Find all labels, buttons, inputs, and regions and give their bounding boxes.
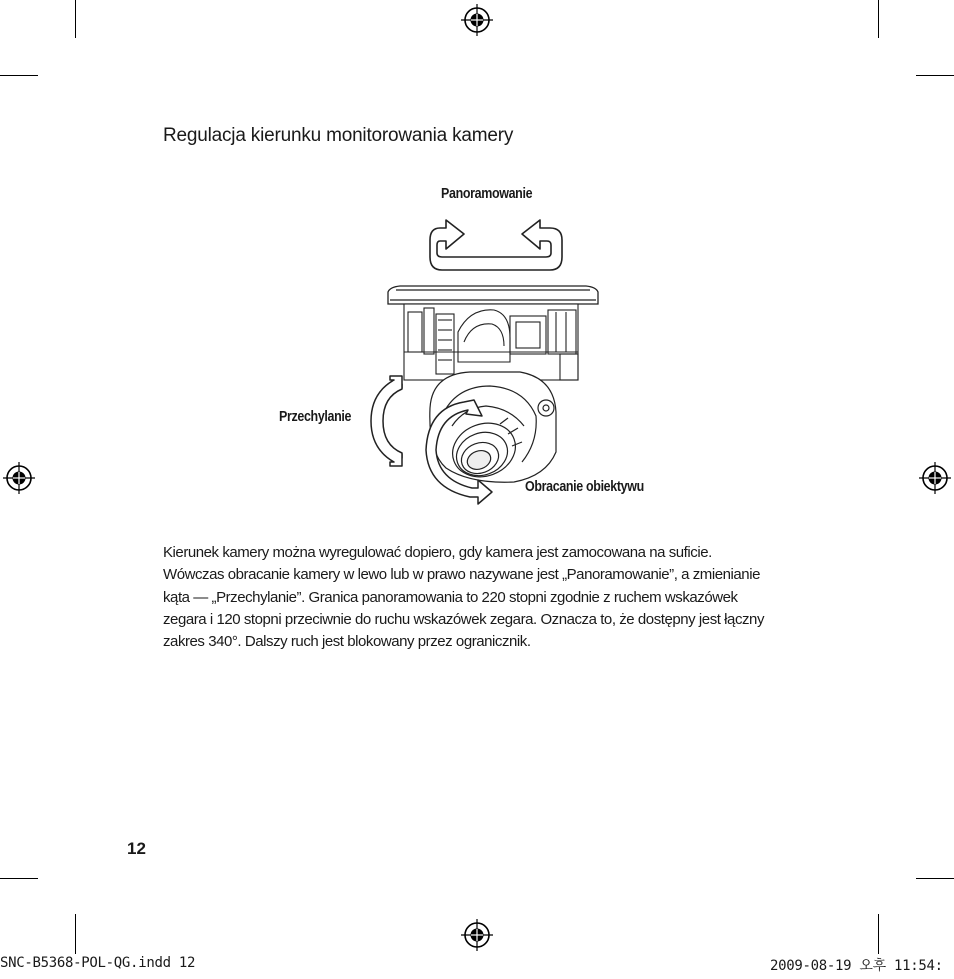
body-line-5: zakres 340°. Dalszy ruch jest blokowany przez ogranicznik. bbox=[163, 633, 531, 651]
rotate-label: Obracanie obiektywu bbox=[525, 479, 644, 495]
page-number: 12 bbox=[127, 839, 146, 858]
pan-arrow-icon bbox=[430, 220, 562, 270]
tilt-label: Przechylanie bbox=[279, 409, 352, 425]
body-paragraph bbox=[163, 542, 863, 653]
crop-mark-bottom-right-h bbox=[916, 878, 954, 879]
lens-module bbox=[430, 372, 556, 485]
crop-mark-top-left-h bbox=[0, 75, 38, 76]
pan-label: Panoramowanie bbox=[441, 186, 533, 202]
registration-mark-bottom-icon bbox=[460, 918, 494, 952]
crop-mark-top-right bbox=[878, 0, 879, 38]
body-line-2: Wówczas obracanie kamery w lewo lub w prawo nazywane jest „Panoramowanie”, a zmienianie bbox=[163, 566, 760, 584]
section-title: Regulacja kierunku monitorowania kamery bbox=[163, 125, 514, 146]
body-line-1: Kierunek kamery można wyregulować dopiero, gdy kamera jest zamocowana na suficie. bbox=[163, 544, 712, 561]
crop-mark-top-left bbox=[75, 0, 76, 38]
registration-mark-left-icon bbox=[2, 461, 36, 495]
registration-mark-right-icon bbox=[918, 461, 952, 495]
footer-file-slug: SNC-B5368-POL-QG.indd 12 bbox=[0, 955, 196, 971]
crop-mark-bottom-right bbox=[878, 914, 879, 954]
body-line-4: zegara i 120 stopni przeciwnie do ruchu wskazówek zegara. Oznacza to, że dostępny jest łączny bbox=[163, 610, 764, 628]
crop-mark-bottom-left-h bbox=[0, 878, 38, 879]
camera-diagram bbox=[360, 212, 610, 512]
body-line-3: kąta — „Przechylanie”. Granica panoramowania to 220 stopni zgodnie z ruchem wskazówek bbox=[163, 588, 738, 606]
footer-datetime-slug: 2009-08-19 오후 11:54: bbox=[770, 958, 943, 974]
crop-mark-top-right-h bbox=[916, 75, 954, 76]
camera-mount-base bbox=[388, 286, 598, 304]
crop-mark-bottom-left bbox=[75, 914, 76, 954]
camera-housing bbox=[404, 304, 578, 380]
registration-mark-top-icon bbox=[460, 3, 494, 37]
tilt-arrow-standalone-icon bbox=[368, 375, 406, 467]
